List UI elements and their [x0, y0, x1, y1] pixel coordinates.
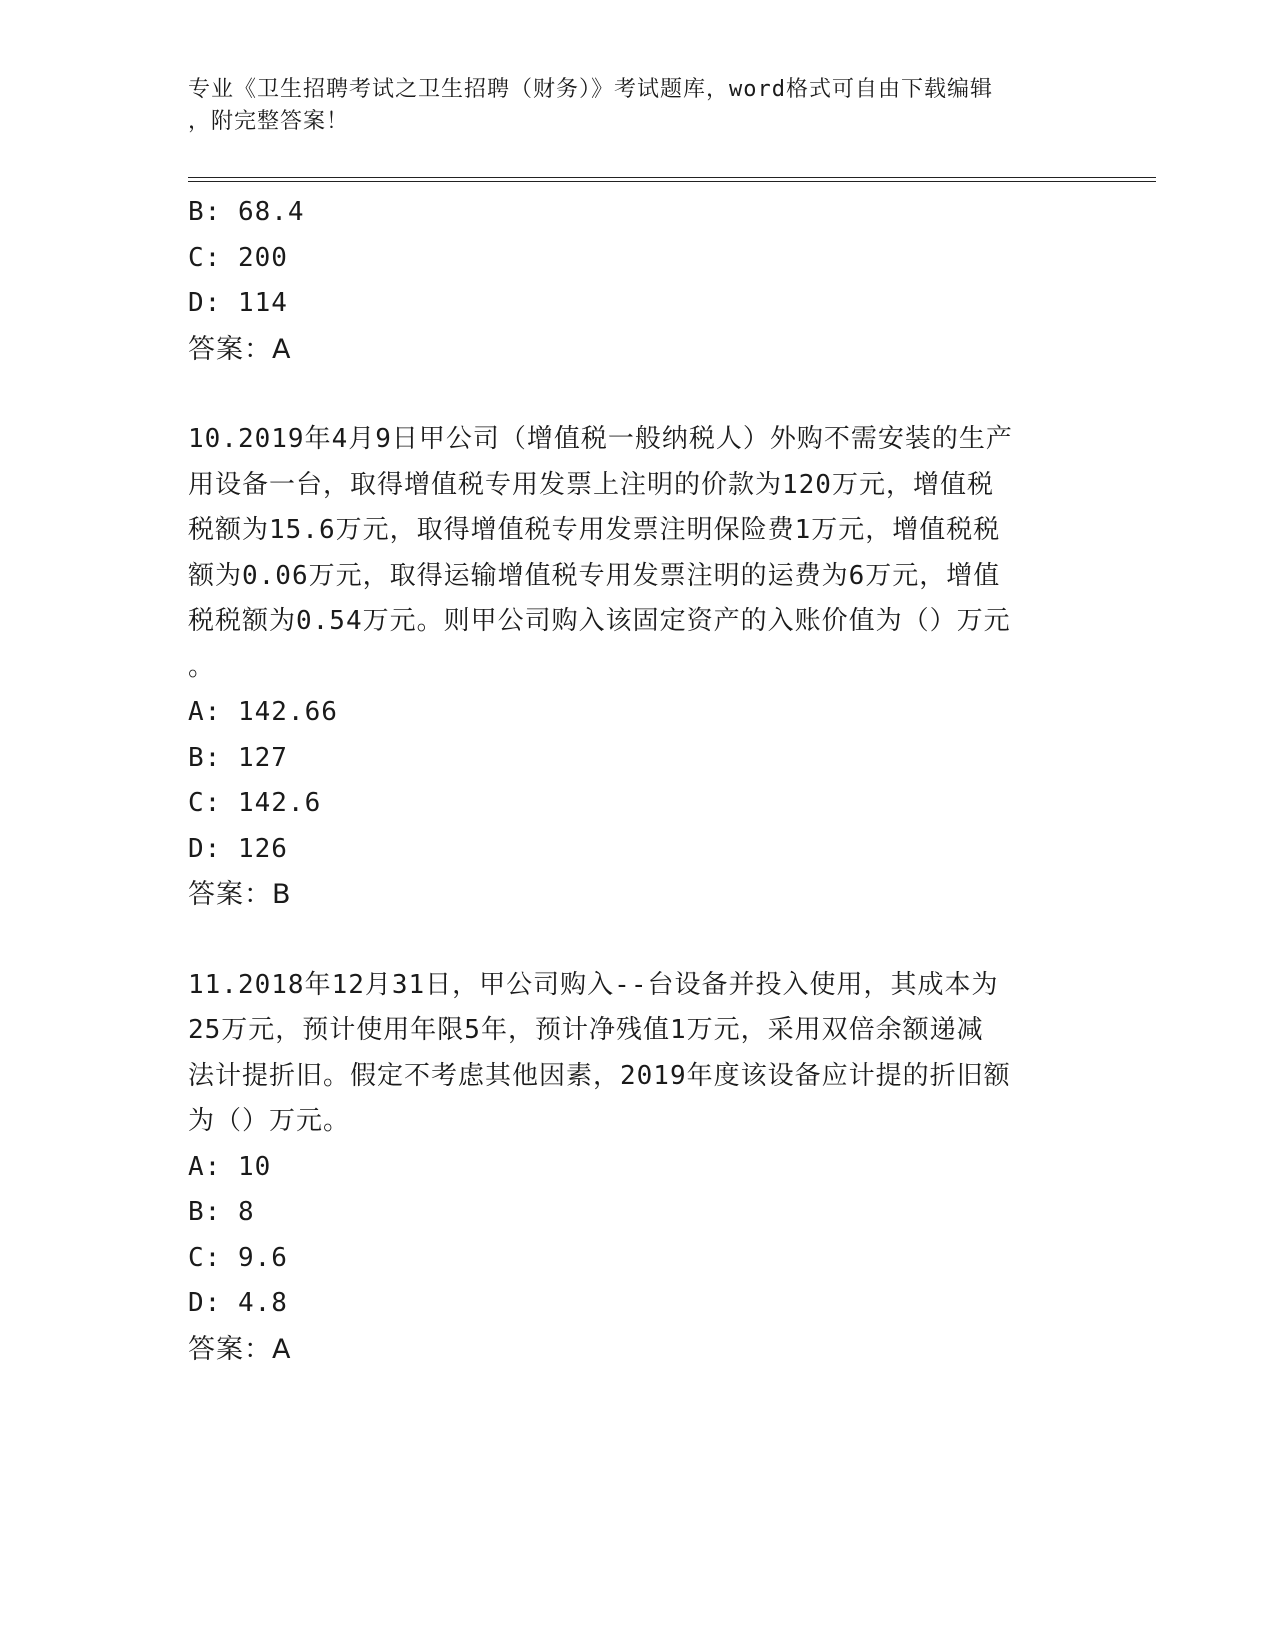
question-text-line: 11.2018年12月31日，甲公司购入--台设备并投入使用，其成本为 — [188, 969, 999, 1000]
question-11 — [188, 963, 1088, 1373]
question-text-line: 额为0.06万元，取得运输增值税专用发票注明的运费为6万元，增值 — [188, 560, 1001, 591]
header-rule-bottom — [188, 181, 1156, 182]
option-d: D: 126 — [188, 833, 288, 864]
answer: 答案：A — [188, 333, 292, 365]
header-rule-top — [188, 177, 1156, 178]
question-text-line: 10.2019年4月9日甲公司（增值税一般纳税人）外购不需安装的生产 — [188, 424, 1013, 454]
question-9-tail — [188, 190, 1088, 372]
option-a: A: 10 — [188, 1151, 272, 1182]
option-c: C: 142.6 — [188, 788, 322, 818]
question-text-line: 法计提折旧。假定不考虑其他因素，2019年度该设备应计提的折旧额 — [188, 1060, 1011, 1091]
option-c: C: 9.6 — [188, 1242, 288, 1273]
option-a: A: 142.66 — [188, 697, 338, 727]
question-text-line: 税额为15.6万元，取得增值税专用发票注明保险费1万元，增值税税 — [188, 515, 1001, 545]
header-line-1: 专业《卫生招聘考试之卫生招聘（财务）》考试题库，word格式可自由下载编辑 — [188, 77, 993, 102]
document-body — [188, 190, 1088, 1372]
option-d: D: 114 — [188, 288, 288, 318]
question-text-line: 用设备一台，取得增值税专用发票上注明的价款为120万元，增值税 — [188, 469, 994, 500]
spacer — [188, 372, 1088, 417]
header-line-2: ，附完整答案！ — [188, 109, 350, 134]
answer: 答案：B — [188, 879, 292, 910]
question-text-line: 25万元，预计使用年限5年，预计净残值1万元，采用双倍余额递减 — [188, 1015, 984, 1045]
question-10 — [188, 417, 1088, 918]
option-d: D: 4.8 — [188, 1288, 288, 1318]
spacer — [188, 918, 1088, 963]
question-text-line: 为（）万元。 — [188, 1106, 351, 1136]
question-text-line: 税税额为0.54万元。则甲公司购入该固定资产的入账价值为（）万元 — [188, 606, 1011, 636]
answer: 答案：A — [188, 1333, 292, 1365]
option-b: B: 68.4 — [188, 197, 305, 227]
option-b: B: 8 — [188, 1197, 255, 1227]
question-text-line: 。 — [188, 651, 216, 682]
option-c: C: 200 — [188, 242, 288, 273]
document-header — [188, 74, 1068, 138]
option-b: B: 127 — [188, 742, 288, 773]
